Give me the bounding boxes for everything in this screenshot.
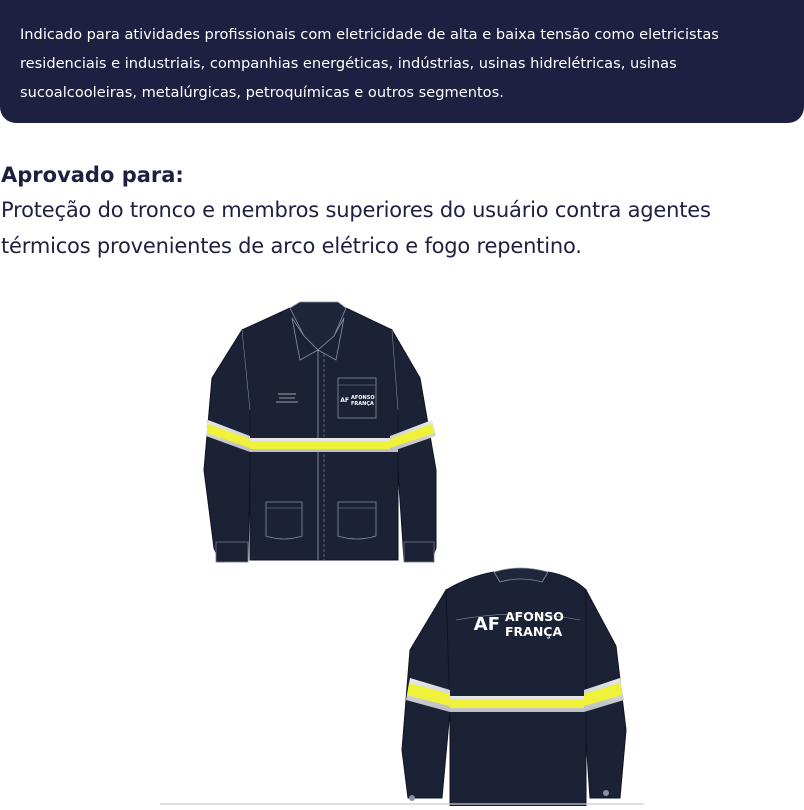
jacket-front [204,302,436,562]
svg-text:FRANÇA: FRANÇA [351,401,374,407]
svg-text:AFONSO: AFONSO [505,609,564,624]
svg-text:AFONSO: AFONSO [351,395,375,401]
jacket-back [402,568,626,806]
svg-text:AF: AF [473,614,500,635]
approved-text: Proteção do tronco e membros superiores do usuário contra agentes térmicos provenientes de arco elétrico e fogo repentino. [1,198,711,258]
svg-text:FRANÇA: FRANÇA [505,624,563,639]
back-brand-logo [474,609,564,639]
product-illustration [0,290,804,806]
info-box-text: Indicado para atividades profissionais com eletricidade de alta e baixa tensão como eletricistas residenciais e industriais, companhias energéticas, indústrias, usinas hidrelétricas, usinas sucoalcooleiras, metalúrgicas, petroquímicas e outros segmentos. [20,26,719,101]
approved-section [1,158,781,264]
svg-text:AF: AF [340,397,349,404]
jacket-illustration-svg [0,290,804,806]
info-box [0,0,804,123]
approved-title: Aprovado para: [1,163,184,187]
